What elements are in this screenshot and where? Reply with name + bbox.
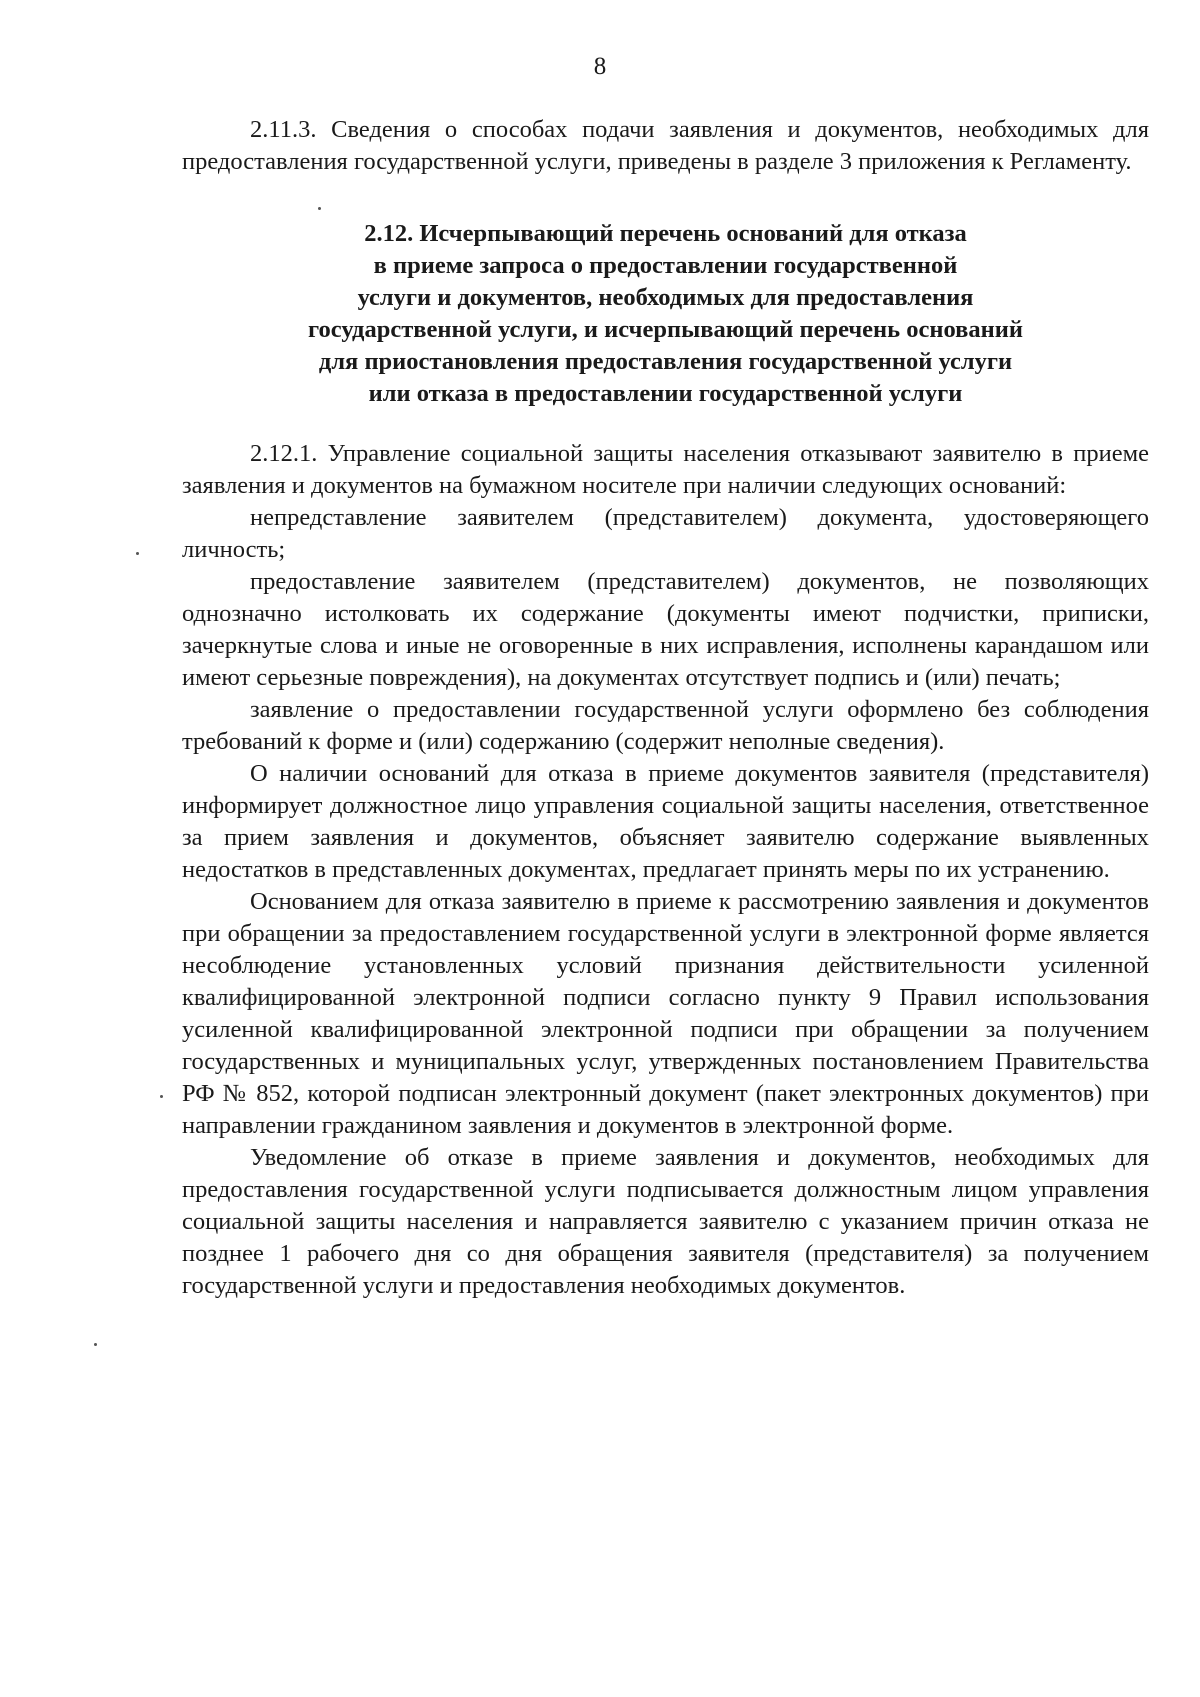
section-title-line: государственной услуги, и исчерпывающий перечень оснований bbox=[308, 316, 1023, 343]
scan-speck bbox=[94, 1343, 97, 1346]
paragraph-ground-identity: непредставление заявителем (представителем) документа, удостоверяющего личность; bbox=[182, 504, 1149, 563]
paragraph-ground-form: заявление о предоставлении государственной услуги оформлено без соблюдения требований к форме и (или) содержанию (содержит неполные сведения). bbox=[182, 696, 1149, 755]
section-title-2-12 bbox=[182, 218, 1149, 410]
scan-speck bbox=[160, 1095, 163, 1098]
section-title-line: 2.12. Исчерпывающий перечень оснований для отказа bbox=[364, 220, 967, 247]
scan-speck bbox=[318, 207, 321, 210]
document-body bbox=[182, 114, 1149, 1302]
paragraph-2-11-3: 2.11.3. Сведения о способах подачи заявления и документов, необходимых для предоставления государственной услуги, приведены в разделе 3 приложения к Регламенту. bbox=[182, 116, 1149, 175]
section-title-line: в приеме запроса о предоставлении государственной bbox=[373, 252, 958, 279]
paragraph-2-12-1: 2.12.1. Управление социальной защиты населения отказывают заявителю в приеме заявления и документов на бумажном носителе при наличии следующих оснований: bbox=[182, 440, 1149, 499]
paragraph-electronic-refusal: Основанием для отказа заявителю в приеме к рассмотрению заявления и документов при обращении за предоставлением государственной услуги в электронной форме является несоблюдение установленных условий признания действительности усиленной квалифицированной электронной подписи согласно пункту 9 Правил использования усиленной квалифицированной электронной подписи при обращении за получением государственных и муниципальных услуг, утвержденных постановлением Правительства РФ № 852, которой подписан электронный документ (пакет электронных документов) при направлении гражданином заявления и документов в электронной форме. bbox=[182, 888, 1149, 1139]
section-title-line: для приостановления предоставления государственной услуги bbox=[318, 348, 1013, 375]
page-number: 8 bbox=[593, 53, 607, 80]
paragraph-ground-documents: предоставление заявителем (представителем) документов, не позволяющих однозначно истолковать их содержание (документы имеют подчистки, приписки, зачеркнутые слова и иные не оговоренные в них исправления, исполнены карандашом или имеют серьезные повреждения), на документах отсутствует подпись и (или) печать; bbox=[182, 568, 1149, 691]
scan-speck bbox=[136, 552, 139, 555]
paragraph-informing: О наличии оснований для отказа в приеме документов заявителя (представителя) информирует должностное лицо управления социальной защиты населения, ответственное за прием заявления и документов, объясняет заявителю содержание выявленных недостатков в представленных документах, предлагает принять меры по их устранению. bbox=[182, 760, 1149, 883]
section-title-line: услуги и документов, необходимых для предоставления bbox=[357, 284, 974, 311]
section-title-line: или отказа в предоставлении государственной услуги bbox=[368, 380, 963, 407]
paragraph-notification: Уведомление об отказе в приеме заявления и документов, необходимых для предоставления государственной услуги подписывается должностным лицом управления социальной защиты населения и направляется заявителю с указанием причин отказа не позднее 1 рабочего дня со дня обращения заявителя (представителя) за получением государственной услуги и предоставления необходимых документов. bbox=[182, 1144, 1149, 1299]
